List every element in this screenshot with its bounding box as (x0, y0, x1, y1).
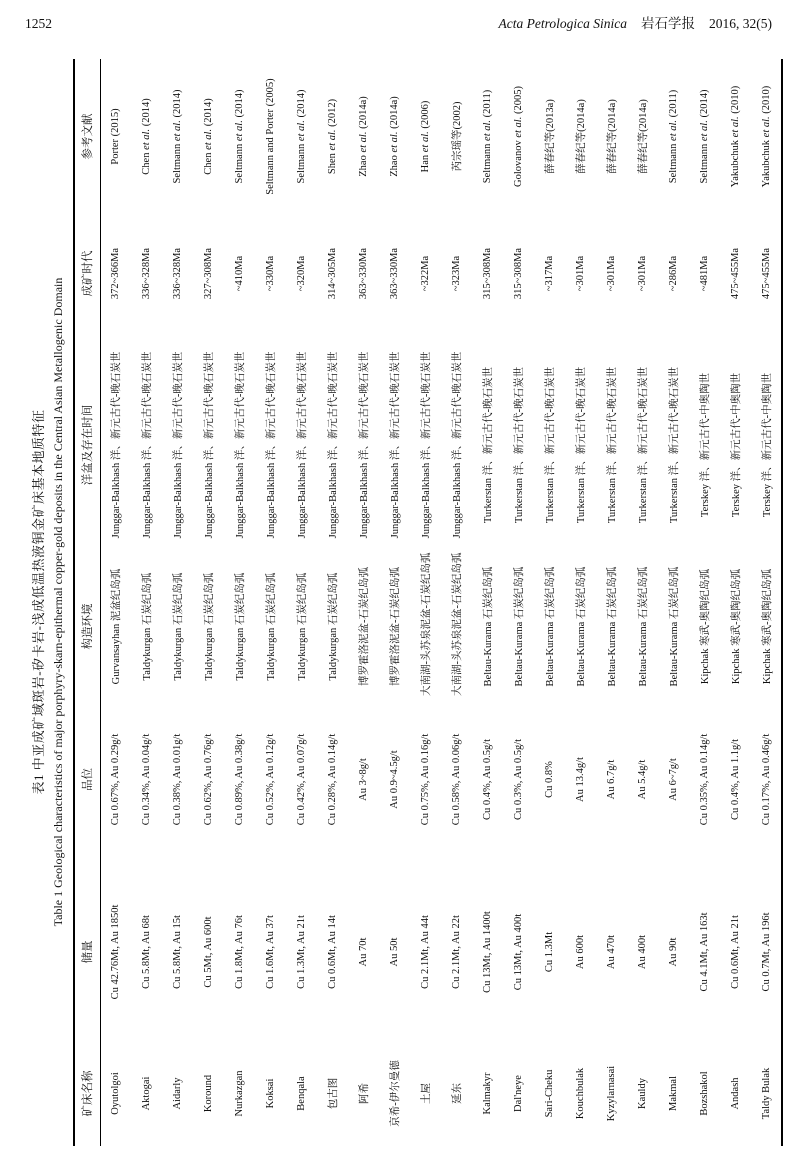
cell-ocean: Junggar-Balkhash 洋、新元古代-晚石炭世 (111, 351, 123, 539)
cell-grade: Au 3~8g/t (358, 758, 369, 801)
cell-grade: Cu 0.58%, Au 0.06g/t (451, 733, 462, 826)
column-header-age: 成矿时代 (74, 214, 100, 333)
cell-setting: Taldykurgan 石炭纪岛弧 (328, 572, 339, 681)
cell-age: 475~455Ma (760, 247, 772, 300)
cell-reserves: Cu 1.3Mt (544, 931, 555, 973)
journal-issue: 2016, 32(5) (709, 16, 772, 31)
table-body (100, 59, 782, 1146)
table-row (162, 59, 193, 1146)
cell-reserves: Cu 13Mt, Au 1400t (482, 911, 493, 993)
cell-age: 327~308Ma (203, 247, 214, 300)
cell-reserves: Au 90t (668, 937, 679, 967)
cell-name: Kyzylarnasai (606, 1065, 617, 1122)
cell-ocean: Junggar-Balkhash 洋、新元古代-晚石炭世 (328, 351, 339, 539)
cell-setting: Beltau-Kurama 石炭纪岛弧 (576, 566, 587, 687)
table-row (751, 59, 782, 1146)
column-header-ocean: 洋盆及存在时间 (74, 333, 100, 557)
cell-reserves: Cu 1.8Mt, Au 76t (234, 915, 245, 989)
table-title-english: Table 1 Geological characteristics of major porphyry-skarn-epithermal copper-gold deposits in the Central Asian Metallogenic Domain (51, 277, 65, 927)
cell-age: 315~308Ma (482, 247, 493, 300)
cell-setting: Taldykurgan 石炭纪岛弧 (297, 572, 308, 681)
cell-grade: Cu 0.34%, Au 0.04g/t (141, 733, 152, 826)
cell-reference: Seltmann et al. (2014) (234, 89, 245, 184)
cell-grade: Cu 0.17%, Au 0.46g/t (760, 733, 772, 826)
table-header-row (74, 59, 100, 1146)
cell-reserves: Cu 5.8Mt, Au 68t (141, 915, 152, 989)
cell-ocean: Turkerstan 洋、新元古代-晚石炭世 (483, 366, 494, 524)
cell-name: Dal'neye (513, 1075, 524, 1112)
table-row (100, 59, 131, 1146)
cell-setting: 博罗霍洛泥盆-石炭纪岛弧 (390, 567, 401, 686)
cell-grade: Cu 0.52%, Au 0.12g/t (265, 733, 276, 826)
cell-reference: Chen et al. (2014) (203, 98, 214, 175)
cell-name: 包古图 (328, 1077, 339, 1110)
cell-reserves: Cu 2.1Mt, Au 22t (451, 915, 462, 989)
cell-name: Taldy Bulak (760, 1067, 772, 1120)
cell-setting: 大南湖-头苏泉泥盆-石炭纪岛弧 (452, 552, 463, 696)
cell-reference: 芮宗瑶等(2002) (452, 101, 463, 172)
cell-setting: Beltau-Kurama 石炭纪岛弧 (638, 566, 649, 687)
table-row (565, 59, 596, 1146)
table-row (534, 59, 565, 1146)
cell-name: Aidarly (172, 1077, 183, 1110)
cell-reserves: Cu 5Mt, Au 600t (203, 916, 214, 988)
cell-setting: Beltau-Kurama 石炭纪岛弧 (545, 566, 556, 687)
cell-age: ~320Ma (296, 255, 307, 292)
table-title-chinese: 表1 中亚成矿域斑岩-矽卡岩-浅成低温热液铜金矿床基本地质特征 (31, 409, 46, 795)
column-header-reference: 参考文献 (74, 59, 100, 214)
cell-name: Makmal (668, 1076, 679, 1111)
cell-setting: Beltau-Kurama 石炭纪岛弧 (607, 566, 618, 687)
deposits-table (73, 59, 783, 1146)
cell-reference: Seltmann et al. (2011) (668, 89, 679, 184)
cell-grade: Cu 0.38%, Au 0.01g/t (172, 733, 183, 826)
cell-reference: Golovanov et al. (2005) (513, 86, 524, 187)
cell-name: 延东 (452, 1083, 463, 1104)
table-row (689, 59, 720, 1146)
cell-grade: Cu 0.42%, Au 0.07g/t (296, 733, 307, 826)
cell-grade: Au 13.4g/t (575, 757, 586, 802)
cell-reference: Zhao et al. (2014a) (358, 96, 369, 177)
cell-setting: Taldykurgan 石炭纪岛弧 (142, 572, 153, 681)
cell-grade: Cu 0.4%, Au 1.1g/t (730, 738, 741, 821)
cell-age: ~330Ma (265, 255, 276, 292)
cell-setting: Gurvansayhan 泥盆纪岛弧 (111, 568, 123, 685)
cell-reserves: Cu 0.6Mt, Au 14t (327, 915, 338, 989)
cell-reserves: Cu 2.1Mt, Au 44t (420, 915, 431, 989)
table-row (441, 59, 472, 1146)
cell-ocean: Terskey 洋、新元古代-中奥陶世 (761, 372, 773, 518)
cell-age: 475~455Ma (730, 247, 741, 300)
table-row (596, 59, 627, 1146)
table-row (627, 59, 658, 1146)
table-row (317, 59, 348, 1146)
table-row (410, 59, 441, 1146)
cell-setting: 大南湖-头苏泉泥盆-石炭纪岛弧 (421, 552, 432, 696)
cell-ocean: Junggar-Balkhash 洋、新元古代-晚石炭世 (390, 351, 401, 539)
column-header-name: 矿床名称 (74, 1041, 100, 1146)
table-row (379, 59, 410, 1146)
cell-grade: Cu 0.67%, Au 0.29g/t (110, 733, 122, 826)
cell-setting: Kipchak 寒武-奥陶纪岛弧 (761, 568, 773, 685)
cell-age: 314~305Ma (327, 247, 338, 300)
cell-grade: Cu 0.8% (544, 761, 555, 798)
cell-age: ~301Ma (606, 255, 617, 292)
cell-grade: Cu 0.4%, Au 0.5g/t (482, 738, 493, 821)
cell-reference: Shen et al. (2012) (327, 98, 338, 175)
cell-name: Bozshakol (699, 1071, 710, 1116)
cell-age: ~410Ma (234, 255, 245, 292)
cell-name: Benqala (296, 1076, 307, 1111)
cell-ocean: Turkerstan 洋、新元古代-晚石炭世 (638, 366, 649, 524)
column-header-setting: 构造环境 (74, 557, 100, 696)
cell-reserves: Cu 13Mt, Au 400t (513, 913, 524, 991)
cell-age: ~317Ma (544, 255, 555, 292)
cell-ocean: Junggar-Balkhash 洋、新元古代-晚石炭世 (421, 351, 432, 539)
cell-reference: Zhao et al. (2014a) (389, 96, 400, 177)
cell-reference: Porter (2015) (110, 108, 122, 165)
table-row (348, 59, 379, 1146)
cell-reserves: Cu 5.8Mt, Au 15t (172, 915, 183, 989)
cell-setting: Taldykurgan 石炭纪岛弧 (266, 572, 277, 681)
cell-reference: 薛春纪等(2014a) (607, 99, 618, 174)
cell-name: Koksai (265, 1078, 276, 1109)
cell-name: Koround (203, 1074, 214, 1113)
cell-reference: Chen et al. (2014) (141, 98, 152, 175)
cell-name: 阿希 (359, 1083, 370, 1104)
cell-ocean: Turkerstan 洋、新元古代-晚石炭世 (545, 366, 556, 524)
table-row (286, 59, 317, 1146)
cell-age: ~481Ma (699, 255, 710, 292)
cell-grade: Cu 0.62%, Au 0.76g/t (203, 733, 214, 826)
cell-age: ~301Ma (575, 255, 586, 292)
cell-reference: Seltmann et al. (2014) (699, 89, 710, 184)
cell-reference: 薛春纪等(2014a) (576, 99, 587, 174)
cell-name: Kouchbulak (575, 1067, 586, 1120)
cell-ocean: Junggar-Balkhash 洋、新元古代-晚石炭世 (142, 351, 153, 539)
cell-ocean: Junggar-Balkhash 洋、新元古代-晚石炭世 (173, 351, 184, 539)
cell-name: Nurkazgan (234, 1070, 245, 1117)
cell-ocean: Junggar-Balkhash 洋、新元古代-晚石炭世 (359, 351, 370, 539)
cell-ocean: Junggar-Balkhash 洋、新元古代-晚石炭世 (235, 351, 246, 539)
cell-age: 336~328Ma (172, 247, 183, 300)
cell-reserves: Cu 4.1Mt, Au 163t (699, 912, 710, 992)
cell-age: 363~330Ma (389, 247, 400, 300)
cell-reserves: Cu 42.76Mt, Au 1850t (110, 904, 122, 1000)
cell-age: ~301Ma (637, 255, 648, 292)
cell-setting: Kipchak 寒武-奥陶纪岛弧 (731, 568, 742, 685)
cell-grade: Au 6.7g/t (606, 759, 617, 800)
cell-name: Kalmakyr (482, 1072, 493, 1115)
cell-grade: Au 6~7g/t (668, 758, 679, 801)
rotated-table-block (28, 58, 788, 1146)
cell-reference: 薛春纪等(2013a) (545, 99, 556, 174)
table-row (503, 59, 534, 1146)
cell-age: 363~330Ma (358, 247, 369, 300)
journal-reference (499, 12, 772, 32)
cell-setting: Taldykurgan 石炭纪岛弧 (235, 572, 246, 681)
cell-age: ~322Ma (420, 255, 431, 292)
cell-ocean: Junggar-Balkhash 洋、新元古代-晚石炭世 (266, 351, 277, 539)
cell-ocean: Junggar-Balkhash 洋、新元古代-晚石炭世 (452, 351, 463, 539)
cell-reserves: Cu 0.6Mt, Au 21t (730, 915, 741, 989)
cell-reserves: Cu 1.3Mt, Au 21t (296, 915, 307, 989)
cell-reserves: Au 470t (606, 934, 617, 970)
cell-reserves: Cu 0.7Mt, Au 196t (760, 912, 772, 992)
cell-reference: Seltmann et al. (2014) (296, 89, 307, 184)
cell-reserves: Au 600t (575, 934, 586, 970)
cell-grade: Cu 0.89%, Au 0.38g/t (234, 733, 245, 826)
cell-name: Sari-Cheku (544, 1069, 555, 1118)
cell-reserves: Au 70t (358, 937, 369, 967)
cell-reserves: Au 50t (389, 937, 400, 967)
cell-reference: Seltmann and Porter (2005) (265, 78, 276, 195)
cell-age: ~286Ma (668, 255, 679, 292)
cell-name: Andash (730, 1077, 741, 1110)
cell-ocean: Junggar-Balkhash 洋、新元古代-晚石炭世 (297, 351, 308, 539)
cell-reference: Yakubchuk et al. (2010) (760, 85, 772, 188)
column-header-grade: 品位 (74, 696, 100, 863)
cell-name: Kauldy (637, 1078, 648, 1109)
cell-ocean: Terskey 洋、新元古代-中奥陶世 (700, 372, 711, 518)
cell-setting: Beltau-Kurama 石炭纪岛弧 (669, 566, 680, 687)
cell-setting: Beltau-Kurama 石炭纪岛弧 (514, 566, 525, 687)
running-head (25, 12, 772, 32)
cell-setting: 博罗霍洛泥盆-石炭纪岛弧 (359, 567, 370, 686)
cell-grade: Cu 0.35%, Au 0.14g/t (699, 733, 710, 826)
cell-ocean: Turkerstan 洋、新元古代-晚石炭世 (576, 366, 587, 524)
page-number: 1252 (25, 16, 52, 31)
cell-name: 京希-伊尔曼德 (390, 1060, 401, 1127)
cell-age: 315~308Ma (513, 247, 524, 300)
cell-age: 336~328Ma (141, 247, 152, 300)
cell-grade: Au 0.9~4.5g/t (389, 750, 400, 809)
table-row (224, 59, 255, 1146)
column-header-reserves: 储量 (74, 863, 100, 1041)
table-row (658, 59, 689, 1146)
table-row (255, 59, 286, 1146)
table-row (472, 59, 503, 1146)
cell-reserves: Cu 1.6Mt, Au 37t (265, 915, 276, 989)
cell-age: ~323Ma (451, 255, 462, 292)
cell-reference: Seltmann et al. (2011) (482, 89, 493, 184)
cell-grade: Cu 0.28%, Au 0.14g/t (327, 733, 338, 826)
journal-title-latin: Acta Petrologica Sinica (498, 16, 627, 31)
cell-ocean: Turkerstan 洋、新元古代-晚石炭世 (607, 366, 618, 524)
cell-ocean: Turkerstan 洋、新元古代-晚石炭世 (669, 366, 680, 524)
table-row (720, 59, 751, 1146)
cell-ocean: Junggar-Balkhash 洋、新元古代-晚石炭世 (204, 351, 215, 539)
cell-reserves: Au 400t (637, 934, 648, 970)
cell-ocean: Turkerstan 洋、新元古代-晚石炭世 (514, 366, 525, 524)
cell-reference: Yakubchuk et al. (2010) (730, 85, 741, 188)
journal-title-chinese: 岩石学报 (641, 16, 695, 31)
cell-name: Oyutolgoi (110, 1072, 122, 1115)
cell-reference: 薛春纪等(2014a) (638, 99, 649, 174)
cell-age: 372~366Ma (110, 247, 122, 300)
cell-reference: Seltmann et al. (2014) (172, 89, 183, 184)
cell-name: Aktogai (141, 1076, 152, 1111)
cell-setting: Taldykurgan 石炭纪岛弧 (204, 572, 215, 681)
cell-name: 土屋 (421, 1083, 432, 1104)
table-row (193, 59, 224, 1146)
cell-ocean: Terskey 洋、新元古代-中奥陶世 (731, 372, 742, 518)
cell-grade: Cu 0.3%, Au 0.5g/t (513, 738, 524, 821)
cell-setting: Kipchak 寒武-奥陶纪岛弧 (700, 568, 711, 685)
table-row (131, 59, 162, 1146)
cell-setting: Beltau-Kurama 石炭纪岛弧 (483, 566, 494, 687)
cell-reference: Han et al. (2006) (420, 100, 431, 173)
cell-grade: Au 5.4g/t (637, 759, 648, 800)
cell-setting: Taldykurgan 石炭纪岛弧 (173, 572, 184, 681)
cell-grade: Cu 0.75%, Au 0.16g/t (420, 733, 431, 826)
